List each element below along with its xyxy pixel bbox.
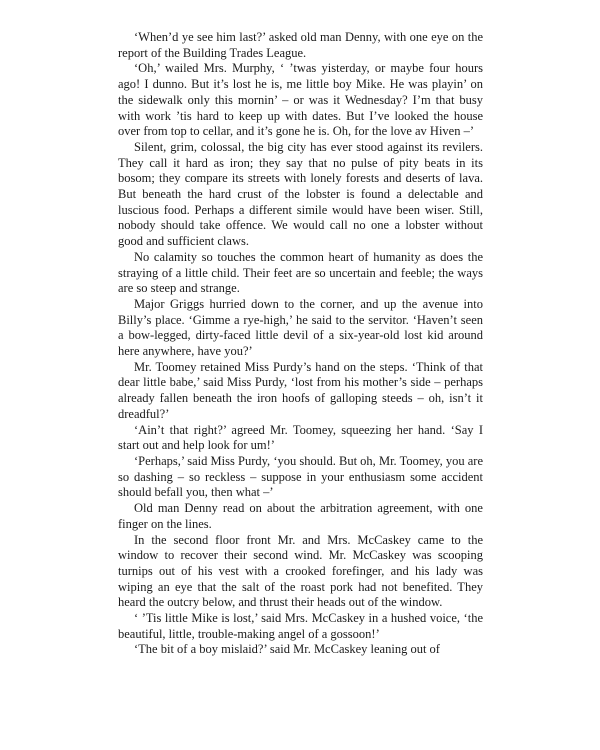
paragraph: ‘Oh,’ wailed Mrs. Murphy, ‘ ’twas yisterday, or maybe four hours ago! I dunno. But it’s lost he is, me little boy Mike. He was playin’ on the sidewalk only this mornin’ – or was it Wednesday? I’m that busy with work ’tis hard to keep up with dates. But I’ve looked the house over from top to cellar, and it’s gone he is. Oh, for the love av Hiven –’ — [118, 61, 483, 139]
body-text — [118, 30, 483, 658]
paragraph: ‘Perhaps,’ said Miss Purdy, ‘you should. But oh, Mr. Toomey, you are so dashing – so reckless – suppose in your enthusiasm some accident should befall you, then what –’ — [118, 453, 483, 500]
paragraph: Major Griggs hurried down to the corner, and up the avenue into Billy’s place. ‘Gimme a rye-high,’ he said to the servitor. ‘Haven’t seen a bow-legged, dirty-faced little devil of a six-year-old lost kid around here anywhere, have you?’ — [118, 296, 483, 359]
paragraph: ‘ ’Tis little Mike is lost,’ said Mrs. McCaskey in a hushed voice, ‘the beautiful, little, trouble-making angel of a gossoon!’ — [118, 611, 483, 641]
paragraph: Mr. Toomey retained Miss Purdy’s hand on the steps. ‘Think of that dear little babe,’ said Miss Purdy, ‘lost from his mother’s side – perhaps already fallen beneath the iron hoofs of galloping steeds – oh, isn’t it dreadful?’ — [118, 359, 483, 421]
paragraph: ‘When’d ye see him last?’ asked old man Denny, with one eye on the report of the Building Trades League. — [118, 30, 483, 60]
paragraph: ‘Ain’t that right?’ agreed Mr. Toomey, squeezing her hand. ‘Say I start out and help look for um!’ — [118, 422, 483, 453]
paragraph: ‘The bit of a boy mislaid?’ said Mr. McCaskey leaning out of — [134, 642, 440, 657]
paragraph: No calamity so touches the common heart of humanity as does the straying of a little child. Their feet are so uncertain and feeble; the ways are so steep and strange. — [118, 249, 483, 296]
paragraph: In the second floor front Mr. and Mrs. McCaskey came to the window to recover their second wind. Mr. McCaskey was scooping turnips out of his vest with a crooked forefinger, and his lady was wiping an eye that the salt of the roast pork had not benefited. They heard the outcry below, and thrust their heads out of the window. — [118, 532, 483, 610]
paragraph: Old man Denny read on about the arbitration agreement, with one finger on the lines. — [118, 501, 483, 531]
paragraph: Silent, grim, colossal, the big city has ever stood against its revilers. They call it hard as iron; they say that no pulse of pity beats in its bosom; they compare its streets with lonely forests and deserts of lava. But beneath the hard crust of the lobster is found a delectable and luscious food. Perhaps a different simile would have been wiser. Still, nobody should take offence. We would call no one a lobster without good and sufficient claws. — [118, 139, 483, 249]
